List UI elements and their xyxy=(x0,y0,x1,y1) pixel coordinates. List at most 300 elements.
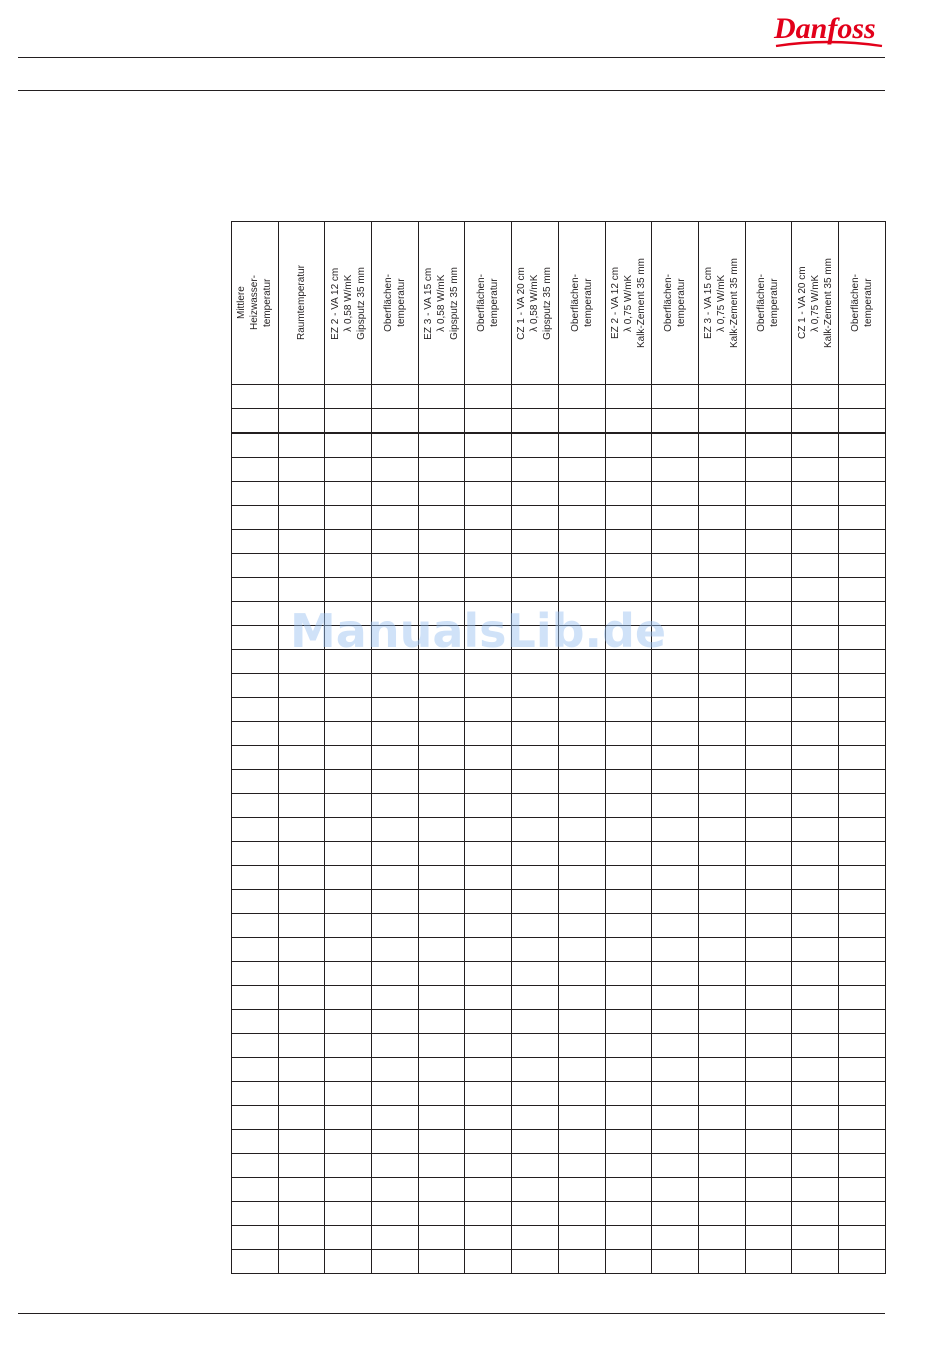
table-cell xyxy=(652,794,699,818)
table-cell xyxy=(558,770,605,794)
table-cell xyxy=(372,433,419,458)
table-row xyxy=(232,986,886,1010)
table-row xyxy=(232,1202,886,1226)
table-cell xyxy=(512,385,559,409)
table-cell xyxy=(792,746,839,770)
table-cell xyxy=(418,722,465,746)
table-cell xyxy=(465,482,512,506)
table-cell xyxy=(605,1106,652,1130)
table-cell xyxy=(792,578,839,602)
table-cell xyxy=(652,409,699,434)
table-cell xyxy=(512,1178,559,1202)
table-cell xyxy=(558,578,605,602)
table-cell xyxy=(512,650,559,674)
table-cell xyxy=(278,554,325,578)
table-cell xyxy=(558,1058,605,1082)
table-cell xyxy=(652,1058,699,1082)
table-cell xyxy=(418,482,465,506)
table-row xyxy=(232,650,886,674)
table-cell xyxy=(372,506,419,530)
column-header-label: CZ 1 - VA 20 cm λ 0,58 W/mK Gipsputz 35 mm xyxy=(516,266,554,340)
table-cell xyxy=(698,794,745,818)
table-cell xyxy=(652,674,699,698)
table-cell xyxy=(278,1250,325,1274)
table-cell xyxy=(605,938,652,962)
table-cell xyxy=(232,433,279,458)
table-cell xyxy=(372,1202,419,1226)
table-cell xyxy=(792,698,839,722)
table-cell xyxy=(605,770,652,794)
table-cell xyxy=(698,698,745,722)
table-cell xyxy=(838,1154,885,1178)
table-cell xyxy=(418,530,465,554)
column-header-label: Oberflächen- temperatur xyxy=(382,274,407,332)
table-cell xyxy=(465,530,512,554)
table-cell xyxy=(698,530,745,554)
table-cell xyxy=(745,1250,792,1274)
table-cell xyxy=(698,674,745,698)
table-cell xyxy=(605,842,652,866)
table-cell xyxy=(278,962,325,986)
table-cell xyxy=(325,554,372,578)
table-row xyxy=(232,674,886,698)
table-cell xyxy=(652,1178,699,1202)
table-header-row xyxy=(232,222,886,385)
column-header xyxy=(745,222,792,385)
table-cell xyxy=(698,986,745,1010)
table-cell xyxy=(372,602,419,626)
table-cell xyxy=(232,1202,279,1226)
column-header-label: Oberflächen- temperatur xyxy=(476,274,501,332)
table-cell xyxy=(838,1010,885,1034)
table-cell xyxy=(698,1226,745,1250)
table-cell xyxy=(232,962,279,986)
table-row xyxy=(232,794,886,818)
table-cell xyxy=(418,385,465,409)
table-cell xyxy=(418,770,465,794)
table-cell xyxy=(792,866,839,890)
table-cell xyxy=(418,698,465,722)
table-cell xyxy=(278,1154,325,1178)
table-cell xyxy=(558,1034,605,1058)
table-cell xyxy=(278,770,325,794)
table-cell xyxy=(558,1010,605,1034)
table-cell xyxy=(278,1178,325,1202)
column-header xyxy=(652,222,699,385)
table-cell xyxy=(325,890,372,914)
column-header xyxy=(278,222,325,385)
table-row xyxy=(232,938,886,962)
table-cell xyxy=(418,842,465,866)
table-row xyxy=(232,866,886,890)
table-cell xyxy=(465,866,512,890)
table-cell xyxy=(232,530,279,554)
table-cell xyxy=(745,578,792,602)
table-cell xyxy=(465,1058,512,1082)
table-row xyxy=(232,890,886,914)
table-cell xyxy=(838,1058,885,1082)
table-cell xyxy=(278,818,325,842)
table-cell xyxy=(792,409,839,434)
table-cell xyxy=(605,1226,652,1250)
column-header-label: CZ 1 - VA 20 cm λ 0,75 W/mK Kalk-Zement 35 mm xyxy=(796,257,834,349)
table-cell xyxy=(232,722,279,746)
table-cell xyxy=(465,1010,512,1034)
table-cell xyxy=(512,1226,559,1250)
table-cell xyxy=(325,650,372,674)
table-cell xyxy=(465,770,512,794)
table-cell xyxy=(325,1202,372,1226)
table-cell xyxy=(278,1034,325,1058)
table-cell xyxy=(838,578,885,602)
table-cell xyxy=(558,1226,605,1250)
table-cell xyxy=(838,626,885,650)
table-cell xyxy=(698,482,745,506)
table-cell xyxy=(838,482,885,506)
table-cell xyxy=(278,1058,325,1082)
table-cell xyxy=(418,650,465,674)
table-row xyxy=(232,1250,886,1274)
table-cell xyxy=(372,794,419,818)
table-cell xyxy=(745,1202,792,1226)
table-cell xyxy=(278,1202,325,1226)
table-cell xyxy=(372,458,419,482)
table-cell xyxy=(558,433,605,458)
table-row xyxy=(232,409,886,434)
table-cell xyxy=(745,1010,792,1034)
table-row xyxy=(232,578,886,602)
table-cell xyxy=(325,433,372,458)
table-cell xyxy=(465,458,512,482)
table-cell xyxy=(838,890,885,914)
table-cell xyxy=(838,385,885,409)
table-cell xyxy=(838,986,885,1010)
table-cell xyxy=(325,530,372,554)
table-cell xyxy=(512,602,559,626)
table-cell xyxy=(325,482,372,506)
table-cell xyxy=(278,530,325,554)
table-cell xyxy=(652,626,699,650)
table-cell xyxy=(558,506,605,530)
table-row xyxy=(232,1130,886,1154)
table-cell xyxy=(745,506,792,530)
table-cell xyxy=(792,938,839,962)
table-cell xyxy=(512,578,559,602)
table-cell xyxy=(745,818,792,842)
table-cell xyxy=(232,842,279,866)
table-cell xyxy=(232,458,279,482)
table-cell xyxy=(605,1130,652,1154)
table-cell xyxy=(232,770,279,794)
column-header-label: EZ 2 - VA 12 cm λ 0,75 W/mK Kalk-Zement 35 mm xyxy=(609,257,647,349)
table-cell xyxy=(512,794,559,818)
table-row xyxy=(232,433,886,458)
table-cell xyxy=(838,1130,885,1154)
table-cell xyxy=(558,1106,605,1130)
table-cell xyxy=(698,818,745,842)
table-cell xyxy=(232,409,279,434)
column-header xyxy=(792,222,839,385)
table-cell xyxy=(325,1034,372,1058)
table-cell xyxy=(792,674,839,698)
table-cell xyxy=(372,986,419,1010)
table-cell xyxy=(325,818,372,842)
table-cell xyxy=(418,433,465,458)
table-cell xyxy=(605,458,652,482)
table-cell xyxy=(558,482,605,506)
table-cell xyxy=(558,1130,605,1154)
column-header-label: Raumtemperatur xyxy=(296,265,308,341)
table-row xyxy=(232,602,886,626)
table-cell xyxy=(465,433,512,458)
table-cell xyxy=(278,578,325,602)
table-cell xyxy=(792,650,839,674)
table-cell xyxy=(605,650,652,674)
table-cell xyxy=(372,1130,419,1154)
table-body xyxy=(232,385,886,1274)
table-cell xyxy=(278,914,325,938)
table-cell xyxy=(558,1154,605,1178)
table-cell xyxy=(558,458,605,482)
table-cell xyxy=(465,1154,512,1178)
table-cell xyxy=(372,890,419,914)
table-cell xyxy=(838,409,885,434)
table-cell xyxy=(372,674,419,698)
table-cell xyxy=(838,746,885,770)
table-row xyxy=(232,385,886,409)
table-cell xyxy=(278,1082,325,1106)
table-cell xyxy=(418,578,465,602)
table-cell xyxy=(838,506,885,530)
table-cell xyxy=(652,818,699,842)
table-cell xyxy=(512,1058,559,1082)
table-cell xyxy=(325,626,372,650)
table-cell xyxy=(325,986,372,1010)
table-cell xyxy=(698,1010,745,1034)
table-cell xyxy=(418,1154,465,1178)
table-cell xyxy=(792,962,839,986)
table-cell xyxy=(278,938,325,962)
table-row xyxy=(232,746,886,770)
table-cell xyxy=(652,578,699,602)
column-header-label: EZ 3 - VA 15 cm λ 0,75 W/mK Kalk-Zement 35 mm xyxy=(703,257,741,349)
table-cell xyxy=(278,458,325,482)
table-cell xyxy=(465,409,512,434)
table-cell xyxy=(605,866,652,890)
table-row xyxy=(232,818,886,842)
table-cell xyxy=(278,698,325,722)
table-cell xyxy=(652,458,699,482)
table-cell xyxy=(605,409,652,434)
table-cell xyxy=(372,938,419,962)
table-cell xyxy=(325,1010,372,1034)
table-cell xyxy=(698,842,745,866)
table-cell xyxy=(558,554,605,578)
footer-rule xyxy=(18,1313,885,1314)
table-row xyxy=(232,482,886,506)
table-cell xyxy=(652,962,699,986)
table-cell xyxy=(278,794,325,818)
column-header-label: Oberflächen- temperatur xyxy=(663,274,688,332)
table-cell xyxy=(418,1250,465,1274)
table-cell xyxy=(418,1082,465,1106)
table-cell xyxy=(512,409,559,434)
table-cell xyxy=(838,794,885,818)
table-cell xyxy=(558,794,605,818)
table-cell xyxy=(465,962,512,986)
table-cell xyxy=(512,770,559,794)
table-cell xyxy=(512,818,559,842)
table-row xyxy=(232,506,886,530)
table-cell xyxy=(278,1106,325,1130)
table-cell xyxy=(418,409,465,434)
table-cell xyxy=(838,1178,885,1202)
table-cell xyxy=(278,1226,325,1250)
table-cell xyxy=(558,938,605,962)
table-cell xyxy=(512,914,559,938)
table-cell xyxy=(232,914,279,938)
table-cell xyxy=(325,674,372,698)
table-cell xyxy=(745,409,792,434)
table-cell xyxy=(745,458,792,482)
table-cell xyxy=(512,530,559,554)
table-cell xyxy=(418,866,465,890)
table-cell xyxy=(745,433,792,458)
table-cell xyxy=(698,1130,745,1154)
table-cell xyxy=(698,746,745,770)
table-cell xyxy=(512,1250,559,1274)
table-row xyxy=(232,554,886,578)
table-cell xyxy=(512,842,559,866)
table-cell xyxy=(838,650,885,674)
column-header xyxy=(372,222,419,385)
table-cell xyxy=(698,722,745,746)
table-cell xyxy=(838,722,885,746)
table-cell xyxy=(698,578,745,602)
table-cell xyxy=(792,1250,839,1274)
table-cell xyxy=(465,842,512,866)
table-cell xyxy=(698,1058,745,1082)
table-cell xyxy=(465,602,512,626)
table-cell xyxy=(838,866,885,890)
watermark: ManualsLib.de xyxy=(290,604,667,658)
data-table xyxy=(231,221,886,1274)
table-cell xyxy=(325,770,372,794)
table-cell xyxy=(512,962,559,986)
table-cell xyxy=(605,1082,652,1106)
table-cell xyxy=(698,1154,745,1178)
table-cell xyxy=(372,409,419,434)
table-cell xyxy=(558,698,605,722)
table-cell xyxy=(698,866,745,890)
table-cell xyxy=(278,385,325,409)
table-cell xyxy=(605,554,652,578)
table-cell xyxy=(325,866,372,890)
table-cell xyxy=(418,818,465,842)
column-header xyxy=(232,222,279,385)
table-cell xyxy=(792,914,839,938)
table-cell xyxy=(792,1058,839,1082)
table-cell xyxy=(372,482,419,506)
table-cell xyxy=(465,674,512,698)
table-cell xyxy=(792,1082,839,1106)
header-rule-top xyxy=(18,57,885,58)
table-cell xyxy=(465,506,512,530)
table-cell xyxy=(325,1130,372,1154)
table-cell xyxy=(418,794,465,818)
table-cell xyxy=(232,650,279,674)
table-cell xyxy=(232,1250,279,1274)
table-cell xyxy=(605,986,652,1010)
table-cell xyxy=(652,842,699,866)
table-cell xyxy=(325,1226,372,1250)
header-rule-bottom xyxy=(18,90,885,91)
table-cell xyxy=(418,962,465,986)
danfoss-logo xyxy=(770,10,886,54)
column-header-label: EZ 3 - VA 15 cm λ 0,58 W/mK Gipsputz 35 mm xyxy=(423,266,461,340)
table-cell xyxy=(558,842,605,866)
table-cell xyxy=(232,818,279,842)
table-cell xyxy=(745,962,792,986)
table-cell xyxy=(512,1010,559,1034)
table-cell xyxy=(418,1106,465,1130)
table-cell xyxy=(605,1034,652,1058)
table-cell xyxy=(325,722,372,746)
table-cell xyxy=(745,890,792,914)
table-cell xyxy=(325,409,372,434)
table-cell xyxy=(465,1130,512,1154)
column-header xyxy=(838,222,885,385)
table-cell xyxy=(418,1058,465,1082)
table-cell xyxy=(558,674,605,698)
table-cell xyxy=(792,602,839,626)
table-cell xyxy=(558,986,605,1010)
table-cell xyxy=(838,674,885,698)
table-cell xyxy=(838,1106,885,1130)
table-cell xyxy=(512,698,559,722)
table-cell xyxy=(652,1010,699,1034)
table-row xyxy=(232,1106,886,1130)
table-cell xyxy=(232,602,279,626)
table-cell xyxy=(558,866,605,890)
table-cell xyxy=(745,938,792,962)
table-cell xyxy=(745,986,792,1010)
table-cell xyxy=(418,938,465,962)
table-cell xyxy=(512,482,559,506)
table-cell xyxy=(325,962,372,986)
table-row xyxy=(232,842,886,866)
table-cell xyxy=(652,433,699,458)
table-cell xyxy=(745,385,792,409)
table-cell xyxy=(792,554,839,578)
table-cell xyxy=(838,433,885,458)
table-cell xyxy=(792,818,839,842)
table-cell xyxy=(465,578,512,602)
table-cell xyxy=(605,1178,652,1202)
table-cell xyxy=(652,530,699,554)
column-header xyxy=(325,222,372,385)
table-cell xyxy=(372,385,419,409)
table-cell xyxy=(838,602,885,626)
table-cell xyxy=(512,458,559,482)
table-cell xyxy=(465,554,512,578)
table-cell xyxy=(418,1202,465,1226)
table-cell xyxy=(372,554,419,578)
table-cell xyxy=(698,914,745,938)
table-cell xyxy=(372,866,419,890)
table-cell xyxy=(418,890,465,914)
table-cell xyxy=(605,962,652,986)
